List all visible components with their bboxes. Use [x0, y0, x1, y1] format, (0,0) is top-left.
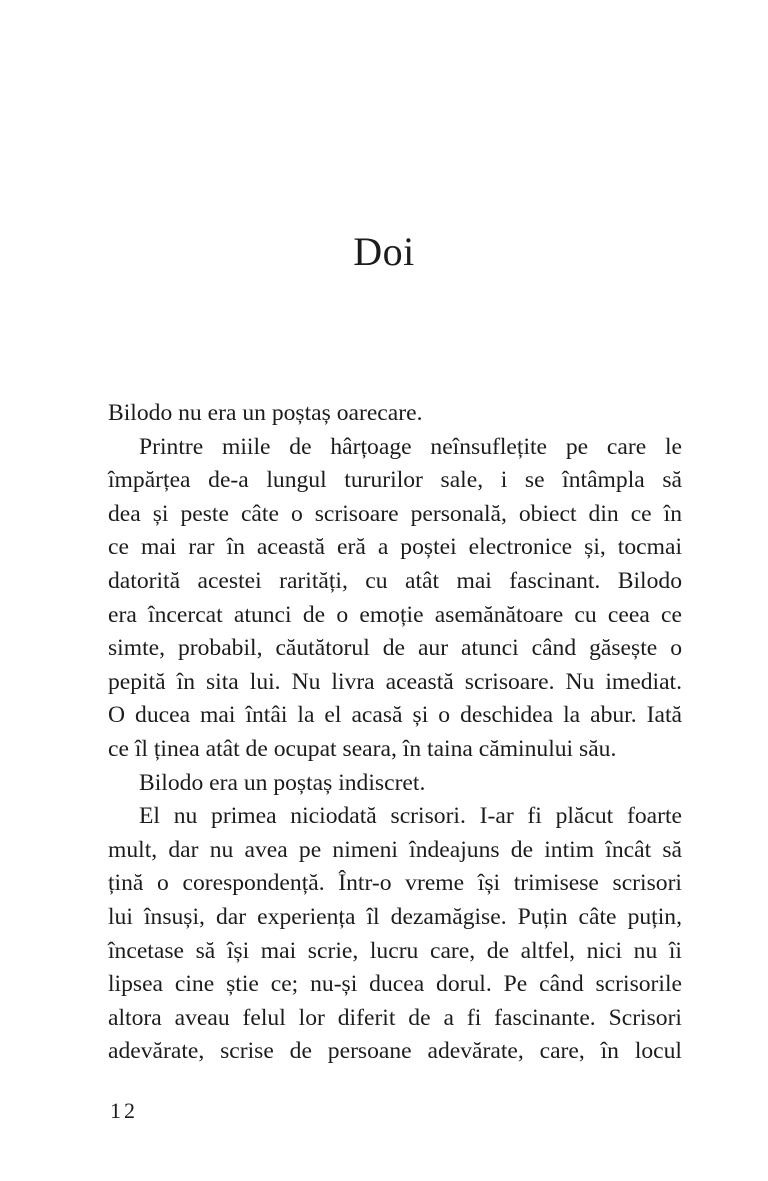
text-line: El nu primea niciodată scrisori. I-ar fi plăcut foarte — [139, 803, 682, 830]
body-text — [108, 397, 682, 1069]
text-line: țină o corespondență. Într-o vreme își trimisese scrisori — [108, 870, 682, 897]
text-line: Printre miile de hârțoage neînsuflețite pe care le — [139, 433, 682, 460]
text-line: lui însuși, dar experiența îl dezamăgise. Puțin câte puțin, — [108, 903, 682, 930]
text-line: Bilodo nu era un poștaș oarecare. — [108, 400, 423, 426]
text-line: ce îl ținea atât de ocupat seara, în taina căminului său. — [108, 735, 617, 762]
text-line: dea și peste câte o scrisoare personală, obiect din ce în — [108, 500, 682, 527]
text-line: altora aveau felul lor diferit de a fi fascinante. Scrisori — [108, 1004, 682, 1031]
text-line: încetase să își mai scrie, lucru care, de altfel, nici nu îi — [108, 937, 682, 964]
chapter-title: Doi — [353, 229, 415, 274]
text-line: era încercat atunci de o emoție asemănătoare cu ceea ce — [108, 601, 682, 628]
text-line: adevărate, scrise de persoane adevărate, care, în locul — [108, 1038, 682, 1065]
text-line: datorită acestei rarități, cu atât mai fascinant. Bilodo — [108, 567, 682, 594]
text-line: pepită în sita lui. Nu livra această scrisoare. Nu imediat. — [108, 668, 682, 695]
text-line: mult, dar nu avea pe nimeni îndeajuns de intim încât să — [108, 836, 682, 863]
text-line: Bilodo era un poștaș indiscret. — [139, 769, 426, 796]
page-number: 12 — [110, 1098, 138, 1123]
text-line: O ducea mai întâi la el acasă și o deschidea la abur. Iată — [108, 702, 682, 729]
text-line: simte, probabil, căutătorul de aur atunci când găsește o — [108, 635, 682, 662]
text-line: lipsea cine știe ce; nu-și ducea dorul. Pe când scrisorile — [108, 971, 682, 998]
text-line: ce mai rar în această eră a poștei electronice și, tocmai — [108, 534, 682, 561]
text-line: împărțea de-a lungul tururilor sale, i se întâmpla să — [108, 467, 682, 494]
